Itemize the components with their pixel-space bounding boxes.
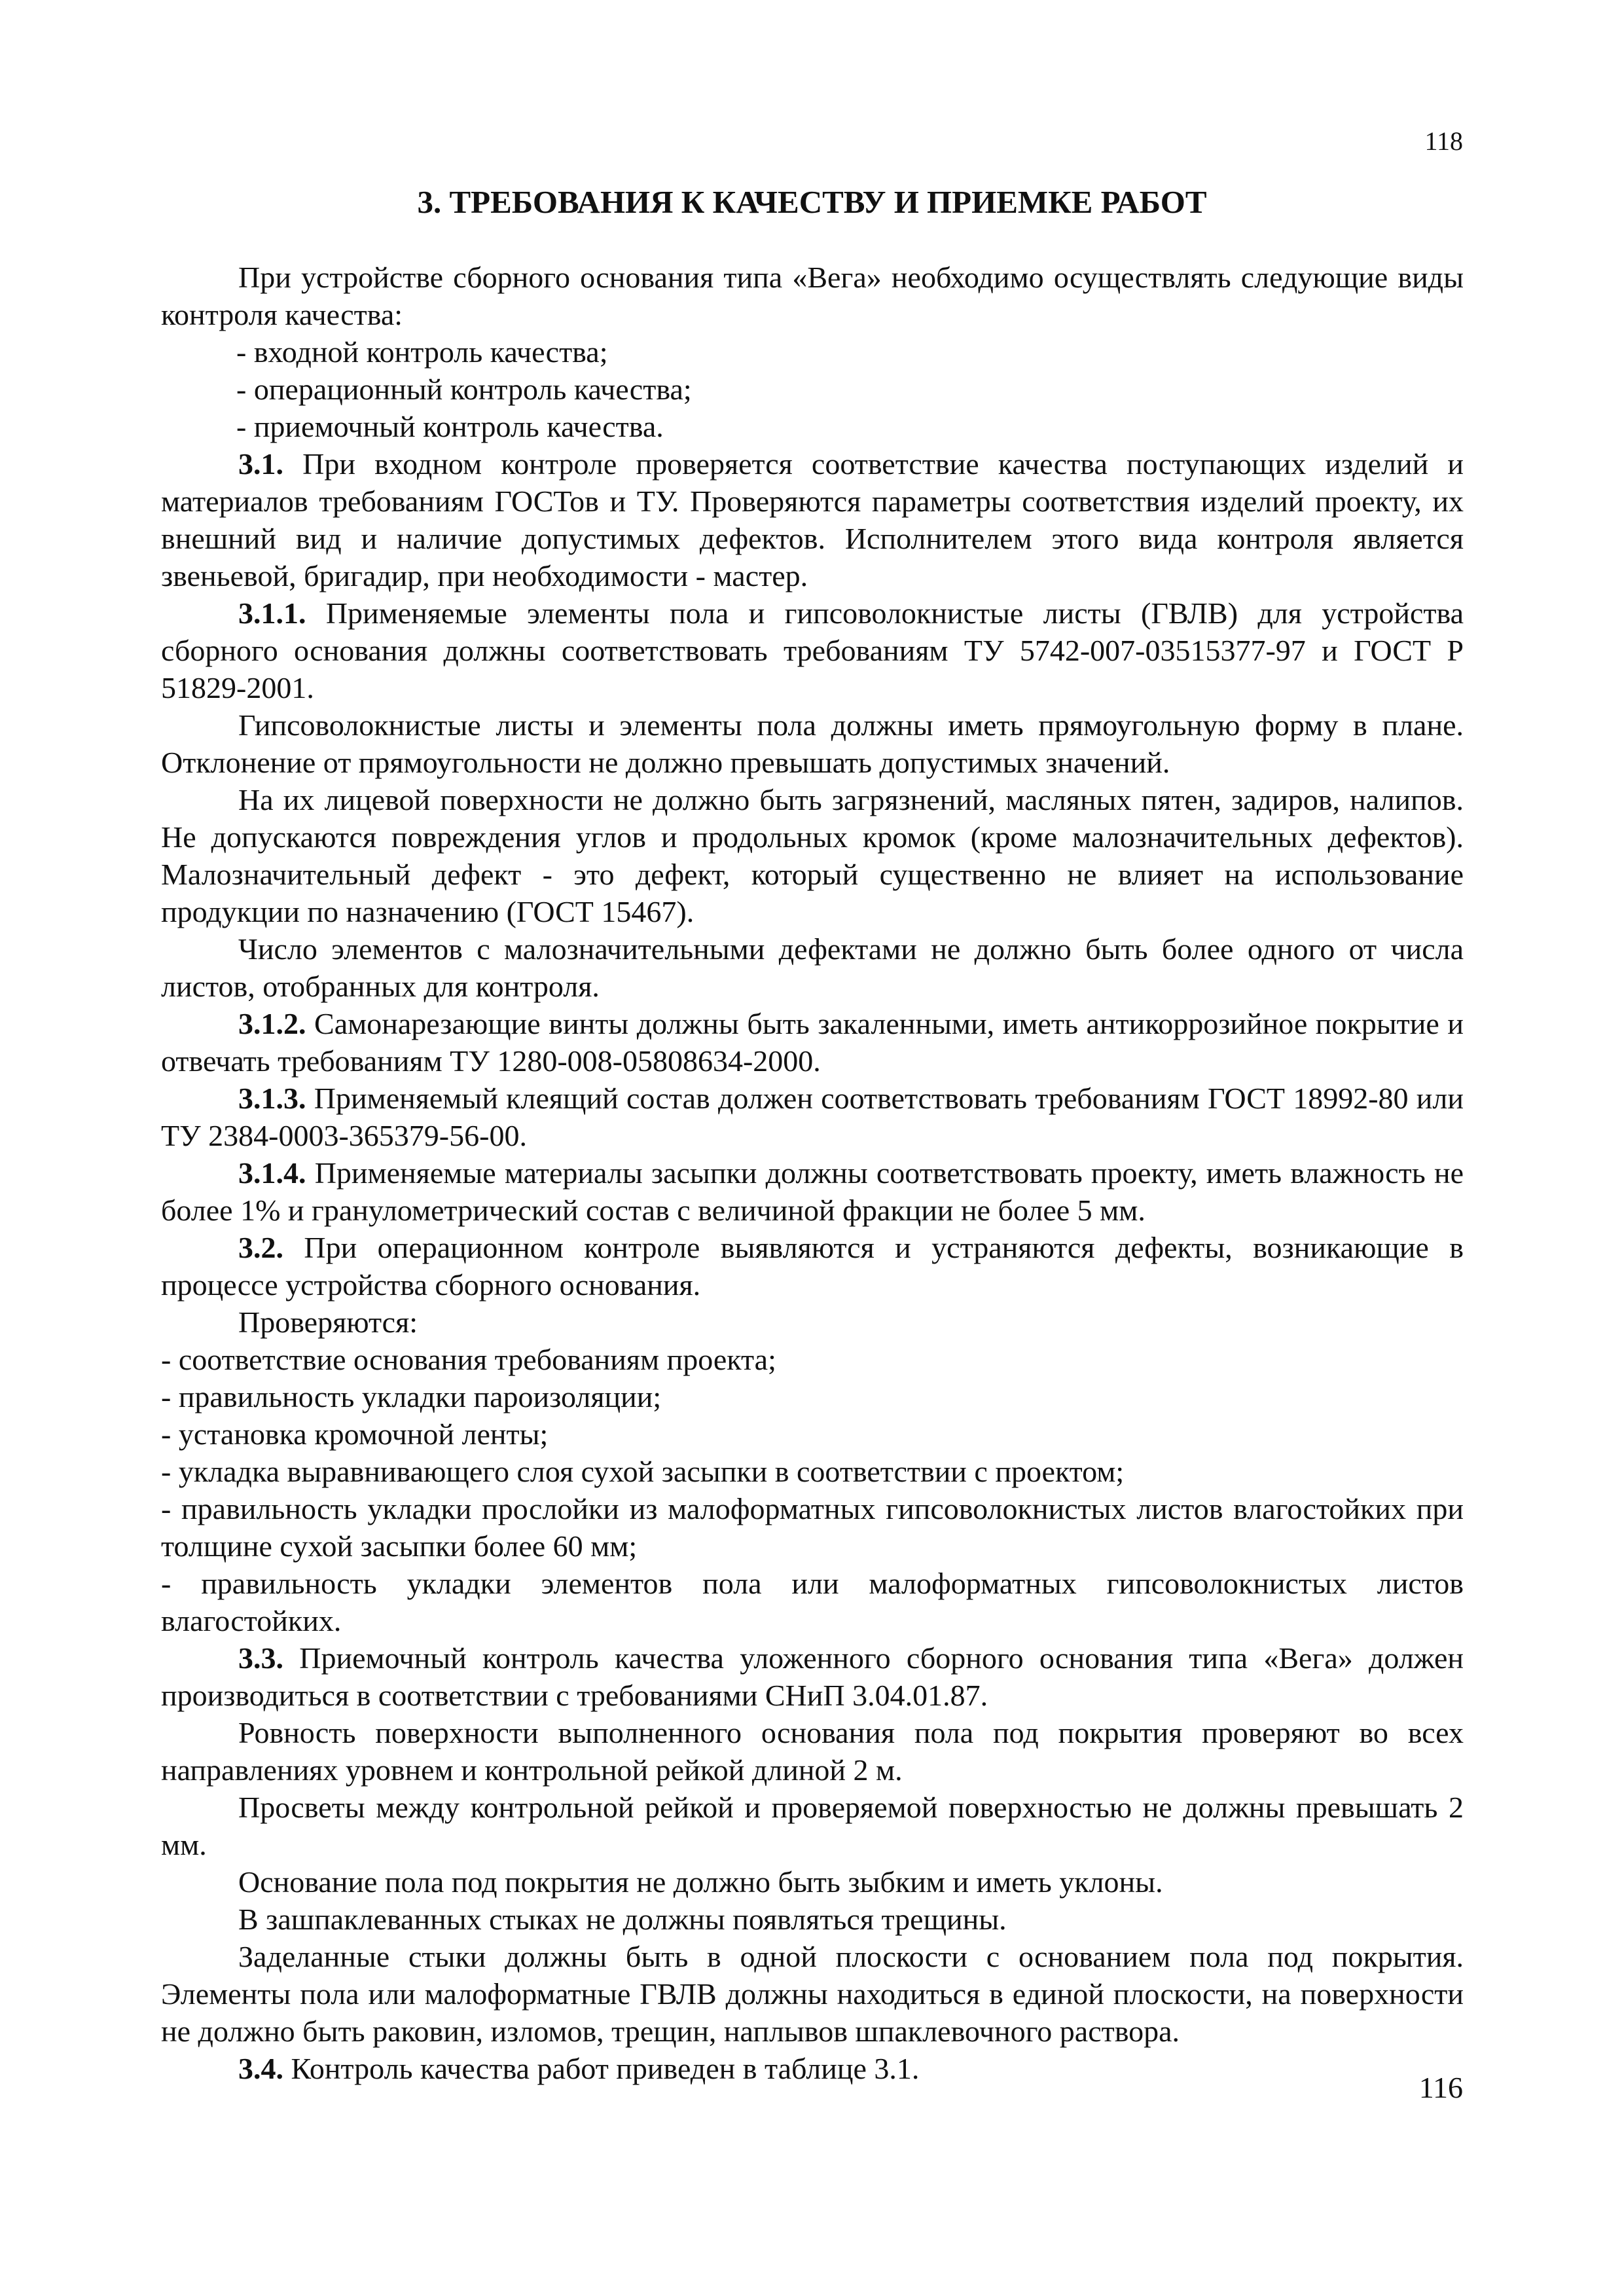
- clause-text: При операционном контроле выявляются и устраняются дефекты, возникающие в процессе устройства сборного основания.: [161, 1231, 1464, 1302]
- paragraph: В зашпаклеванных стыках не должны появляться трещины.: [238, 1903, 1007, 1936]
- intro-paragraph: При устройстве сборного основания типа «Вега» необходимо осуществлять следующие виды контроля качества:: [161, 261, 1464, 331]
- check-list-item: - правильность укладки элементов пола или малоформатных гипсоволокнистых листов влагостойких.: [161, 1567, 1464, 1637]
- clause-text: Контроль качества работ приведен в таблице 3.1.: [283, 2052, 920, 2085]
- check-list-item: - установка кромочной ленты;: [161, 1417, 549, 1451]
- paragraph: Гипсоволокнистые листы и элементы пола должны иметь прямоугольную форму в плане. Отклонение от прямоугольности не должно превышать допустимых значений.: [161, 708, 1464, 779]
- paragraph: Основание пола под покрытия не должно быть зыбким и иметь уклоны.: [238, 1865, 1163, 1899]
- clause-text: Применяемые элементы пола и гипсоволокнистые листы (ГВЛВ) для устройства сборного основания должны соответствовать требованиям ТУ 5742-007-03515377-97 и ГОСТ Р 51829-2001.: [161, 596, 1464, 704]
- paragraph: Просветы между контрольной рейкой и проверяемой поверхностью не должны превышать 2 мм.: [161, 1791, 1464, 1861]
- clause-number: 3.1.: [238, 447, 283, 481]
- paragraph: Число элементов с малозначительными дефектами не должно быть более одного от числа листов, отобранных для контроля.: [161, 932, 1464, 1003]
- clause-number: 3.2.: [238, 1231, 283, 1264]
- paragraph: Заделанные стыки должны быть в одной плоскости с основанием пола под покрытия. Элементы пола или малоформатные ГВЛВ должны находиться в единой плоскости, на поверхности не должно быть раковин, изломов, трещин, наплывов шпаклевочного раствора.: [161, 1940, 1464, 2048]
- paragraph: На их лицевой поверхности не должно быть загрязнений, масляных пятен, задиров, налипов. Не допускаются повреждения углов и продольных кромок (кроме малозначительных дефектов). Малозначительный дефект - это дефект, который существенно не влияет на использование продукции по назначению (ГОСТ 15467).: [161, 783, 1464, 928]
- intro-list-item: - входной контроль качества;: [236, 335, 608, 369]
- clause-number: 3.1.3.: [238, 1082, 306, 1115]
- intro-list-item: - приемочный контроль качества.: [236, 410, 664, 443]
- clause-3-1: [161, 445, 1464, 594]
- clause-text: Самонарезающие винты должны быть закаленными, иметь антикоррозийное покрытие и отвечать требованиям ТУ 1280-008-05808634-2000.: [161, 1007, 1464, 1078]
- page-number-top: 118: [1424, 126, 1463, 156]
- clause-number: 3.4.: [238, 2052, 283, 2085]
- clause-number: 3.1.4.: [238, 1156, 306, 1190]
- clause-3-2: [161, 1229, 1464, 1303]
- clause-3-1-1: [161, 594, 1464, 706]
- clause-3-3: [161, 1639, 1464, 1714]
- check-list-item: - правильность укладки пароизоляции;: [161, 1380, 662, 1413]
- clause-text: При входном контроле проверяется соответствие качества поступающих изделий и материалов требованиям ГОСТов и ТУ. Проверяются параметры соответствия изделий проекту, их внешний вид и наличие допустимых дефектов. Исполнителем этого вида контроля является звеньевой, бригадир, при необходимости - мастер.: [161, 447, 1464, 592]
- checked-label: Проверяются:: [238, 1305, 418, 1339]
- clause-text: Применяемый клеящий состав должен соответствовать требованиям ГОСТ 18992-80 или ТУ 2384-0003-365379-56-00.: [161, 1082, 1464, 1152]
- section-heading: 3. ТРЕБОВАНИЯ К КАЧЕСТВУ И ПРИЕМКЕ РАБОТ: [417, 184, 1207, 220]
- clause-3-4: [161, 2050, 1464, 2087]
- page-number-bottom: 116: [1418, 2071, 1463, 2104]
- document-body: [161, 259, 1464, 2087]
- check-list-item: - правильность укладки прослойки из малоформатных гипсоволокнистых листов влагостойких при толщине сухой засыпки более 60 мм;: [161, 1492, 1464, 1563]
- check-list-item: - соответствие основания требованиям проекта;: [161, 1343, 776, 1376]
- intro-list-item: - операционный контроль качества;: [236, 373, 692, 406]
- clause-text: Применяемые материалы засыпки должны соответствовать проекту, иметь влажность не более 1% и гранулометрический состав с величиной фракции не более 5 мм.: [161, 1156, 1464, 1227]
- paragraph: Ровность поверхности выполненного основания пола под покрытия проверяют во всех направлениях уровнем и контрольной рейкой длиной 2 м.: [161, 1716, 1464, 1787]
- clause-3-1-4: [161, 1154, 1464, 1229]
- clause-number: 3.3.: [238, 1641, 283, 1675]
- clause-number: 3.1.1.: [238, 596, 306, 630]
- clause-3-1-2: [161, 1005, 1464, 1080]
- clause-text: Приемочный контроль качества уложенного сборного основания типа «Вега» должен производиться в соответствии с требованиями СНиП 3.04.01.87.: [161, 1641, 1464, 1712]
- check-list-item: - укладка выравнивающего слоя сухой засыпки в соответствии с проектом;: [161, 1455, 1125, 1488]
- clause-3-1-3: [161, 1080, 1464, 1154]
- clause-number: 3.1.2.: [238, 1007, 306, 1040]
